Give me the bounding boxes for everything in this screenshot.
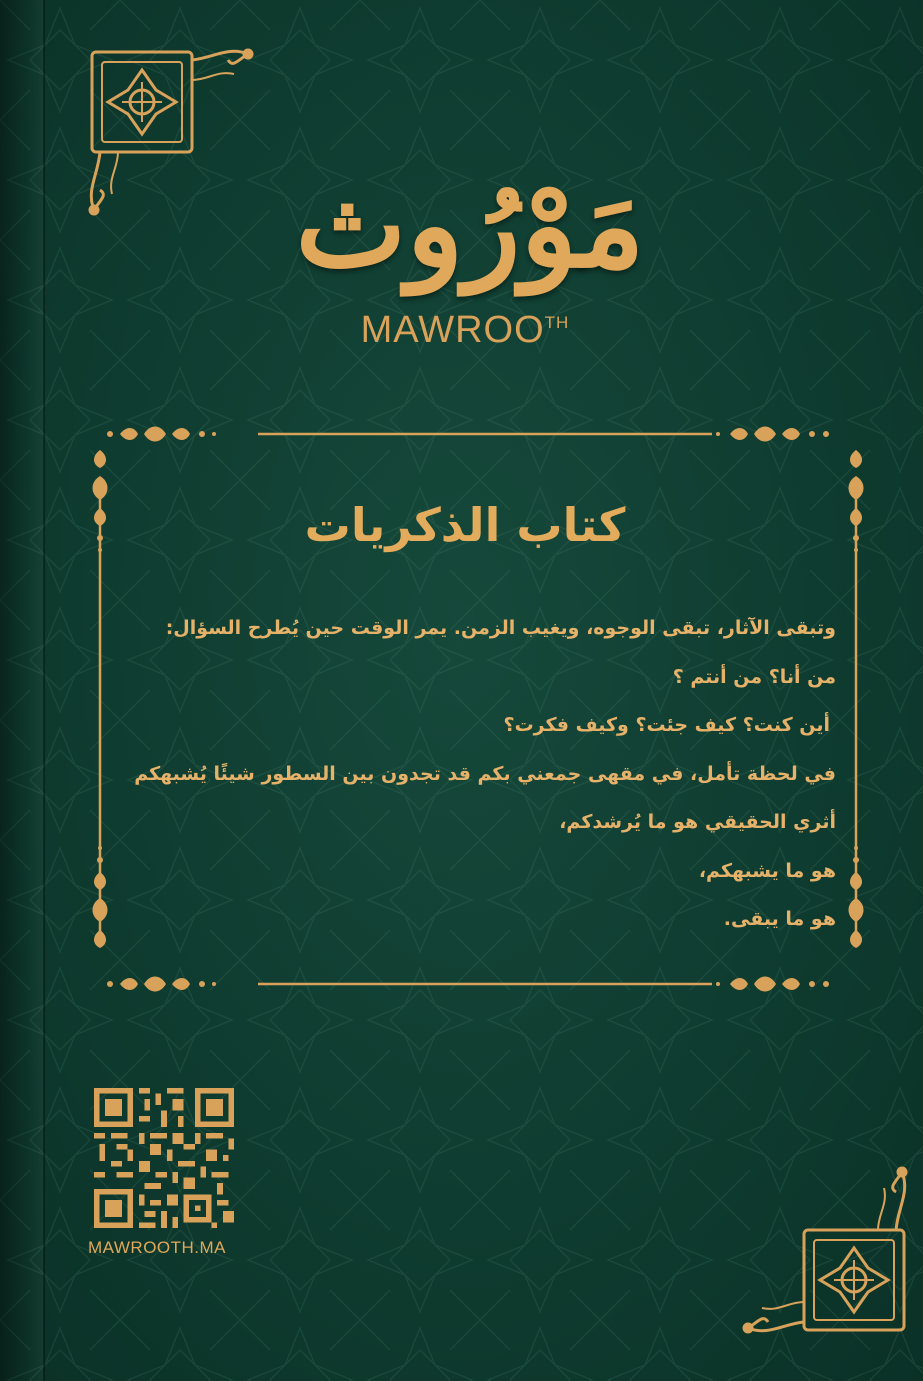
intro-line: في لحظة تأمل، في مقهى جمعني بكم قد تجدون بين السطور شيئًا يُشبهكم xyxy=(134,762,836,785)
book-title: كتاب الذكريات xyxy=(304,498,626,552)
intro-line: وتبقى الآثار، تبقى الوجوه، ويغيب الزمن. يمر الوقت حين يُطرح السؤال: xyxy=(165,617,836,639)
brand-name-superscript: TH xyxy=(544,313,570,332)
brand-logo-english xyxy=(300,300,630,351)
qr-code-icon[interactable] xyxy=(94,1088,234,1228)
arabesque-corner-icon xyxy=(738,1162,918,1342)
intro-line: أين كنت؟ كيف جئت؟ وكيف فكرت؟ xyxy=(503,714,830,736)
intro-line: من أنا؟ من أنتم ؟ xyxy=(672,665,836,688)
book-spine-shadow xyxy=(0,0,44,1381)
intro-line: هو ما يبقى. xyxy=(723,908,836,930)
brand-name-main: MAWROO xyxy=(360,309,545,351)
arabesque-corner-icon xyxy=(78,40,258,220)
website-url[interactable]: MAWROOTH.MA xyxy=(88,1238,227,1257)
intro-text xyxy=(110,604,836,944)
intro-line: هو ما يشبهكم، xyxy=(698,859,836,882)
intro-line: أثري الحقيقي هو ما يُرشدكم، xyxy=(559,811,836,833)
spine-edge xyxy=(43,0,45,1381)
brand-logo-arabic: مَوْرُوث xyxy=(295,155,645,294)
